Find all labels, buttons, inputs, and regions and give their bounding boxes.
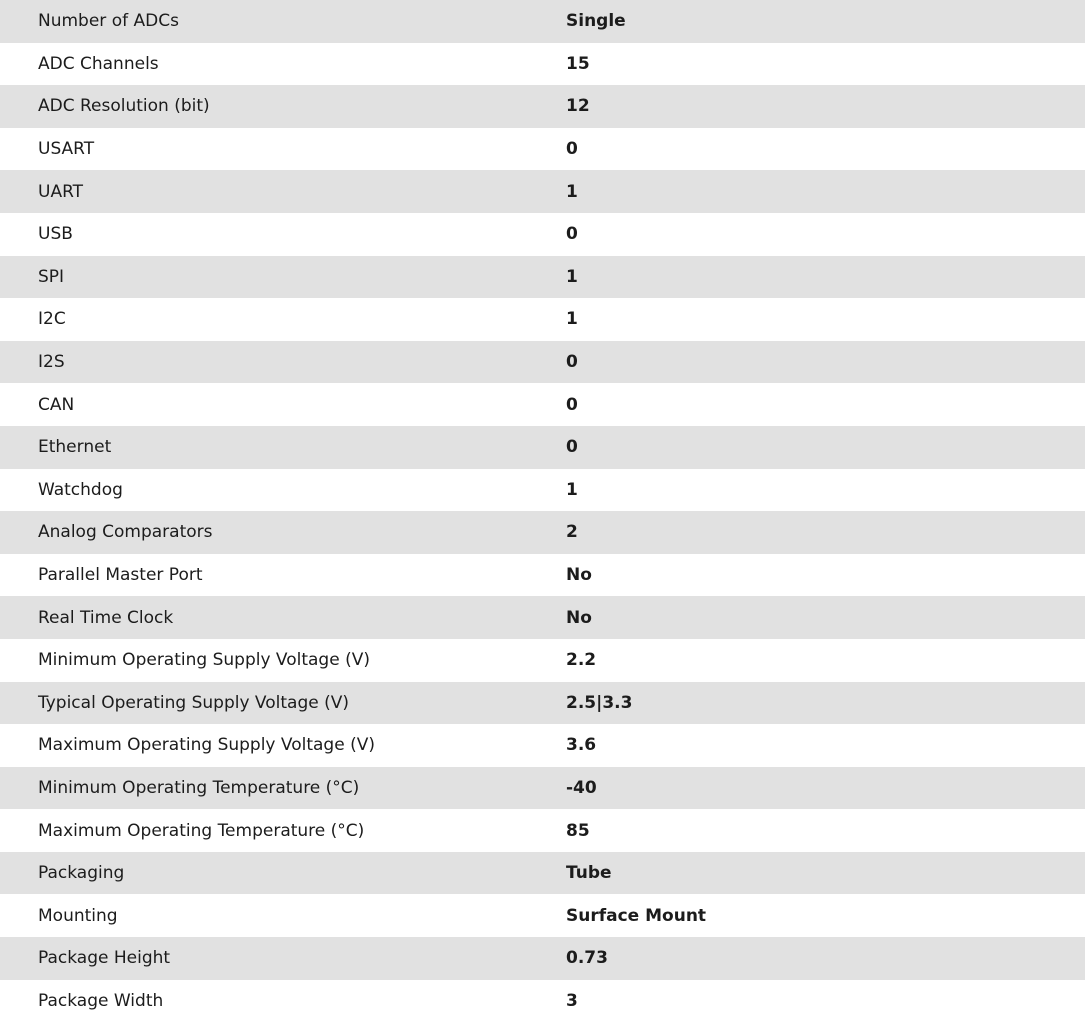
- row-value: 1: [566, 309, 578, 330]
- table-row: [0, 894, 1085, 937]
- row-value: 0: [566, 224, 578, 245]
- row-value: 3: [566, 990, 578, 1011]
- row-label: Analog Comparators: [38, 522, 213, 543]
- row-value: 1: [566, 479, 578, 500]
- row-label: USB: [38, 224, 73, 245]
- row-label: Typical Operating Supply Voltage (V): [38, 692, 349, 713]
- row-value: -40: [566, 777, 597, 798]
- row-label: Maximum Operating Supply Voltage (V): [38, 735, 375, 756]
- row-label: UART: [38, 181, 84, 202]
- row-value: 0: [566, 394, 578, 415]
- row-label: USART: [38, 139, 95, 160]
- table-row: [0, 469, 1085, 512]
- row-value: 0.73: [566, 948, 608, 969]
- row-label: Watchdog: [38, 479, 123, 500]
- row-value: No: [566, 607, 592, 628]
- table-row: [0, 980, 1085, 1022]
- table-row: [0, 341, 1085, 384]
- table-row: [0, 383, 1085, 426]
- row-value: 2.2: [566, 650, 597, 671]
- row-value: Tube: [566, 863, 612, 884]
- table-row: [0, 0, 1085, 43]
- row-label: Number of ADCs: [38, 11, 179, 32]
- row-label: CAN: [38, 394, 75, 415]
- row-label: Package Height: [38, 948, 171, 969]
- table-row: [0, 682, 1085, 725]
- row-value: Surface Mount: [566, 905, 707, 926]
- table-row: [0, 213, 1085, 256]
- table-row: [0, 767, 1085, 810]
- table-row: [0, 724, 1085, 767]
- row-value: 1: [566, 266, 578, 287]
- row-label: ADC Channels: [38, 53, 159, 74]
- row-label: ADC Resolution (bit): [38, 96, 210, 117]
- row-label: Minimum Operating Supply Voltage (V): [38, 650, 370, 671]
- row-value: 2.5|3.3: [566, 692, 633, 713]
- row-label: Real Time Clock: [38, 607, 174, 628]
- table-row: [0, 809, 1085, 852]
- table-row: [0, 170, 1085, 213]
- row-value: 12: [566, 96, 590, 117]
- row-value: Single: [566, 11, 626, 32]
- table-row: [0, 937, 1085, 980]
- table-row: [0, 85, 1085, 128]
- table-row: [0, 128, 1085, 171]
- row-value: 2: [566, 522, 578, 543]
- row-value: 3.6: [566, 735, 597, 756]
- row-value: 0: [566, 352, 578, 373]
- row-label: Maximum Operating Temperature (°C): [38, 820, 365, 841]
- table-row: [0, 426, 1085, 469]
- row-value: 0: [566, 139, 578, 160]
- row-label: I2C: [38, 309, 66, 330]
- row-label: SPI: [38, 266, 65, 287]
- row-value: 85: [566, 820, 590, 841]
- table-row: [0, 256, 1085, 299]
- table-row: [0, 596, 1085, 639]
- row-value: No: [566, 565, 592, 586]
- row-label: Minimum Operating Temperature (°C): [38, 777, 360, 798]
- table-row: [0, 852, 1085, 895]
- table-row: [0, 554, 1085, 597]
- row-label: I2S: [38, 352, 65, 373]
- table-row: [0, 511, 1085, 554]
- table-row: [0, 298, 1085, 341]
- table-row: [0, 43, 1085, 86]
- row-value: 1: [566, 181, 578, 202]
- table-row: [0, 639, 1085, 682]
- row-value: 0: [566, 437, 578, 458]
- row-label: Packaging: [38, 863, 125, 884]
- row-label: Ethernet: [38, 437, 112, 458]
- row-label: Parallel Master Port: [38, 565, 203, 586]
- row-label: Mounting: [38, 905, 118, 926]
- row-value: 15: [566, 53, 590, 74]
- row-label: Package Width: [38, 990, 164, 1011]
